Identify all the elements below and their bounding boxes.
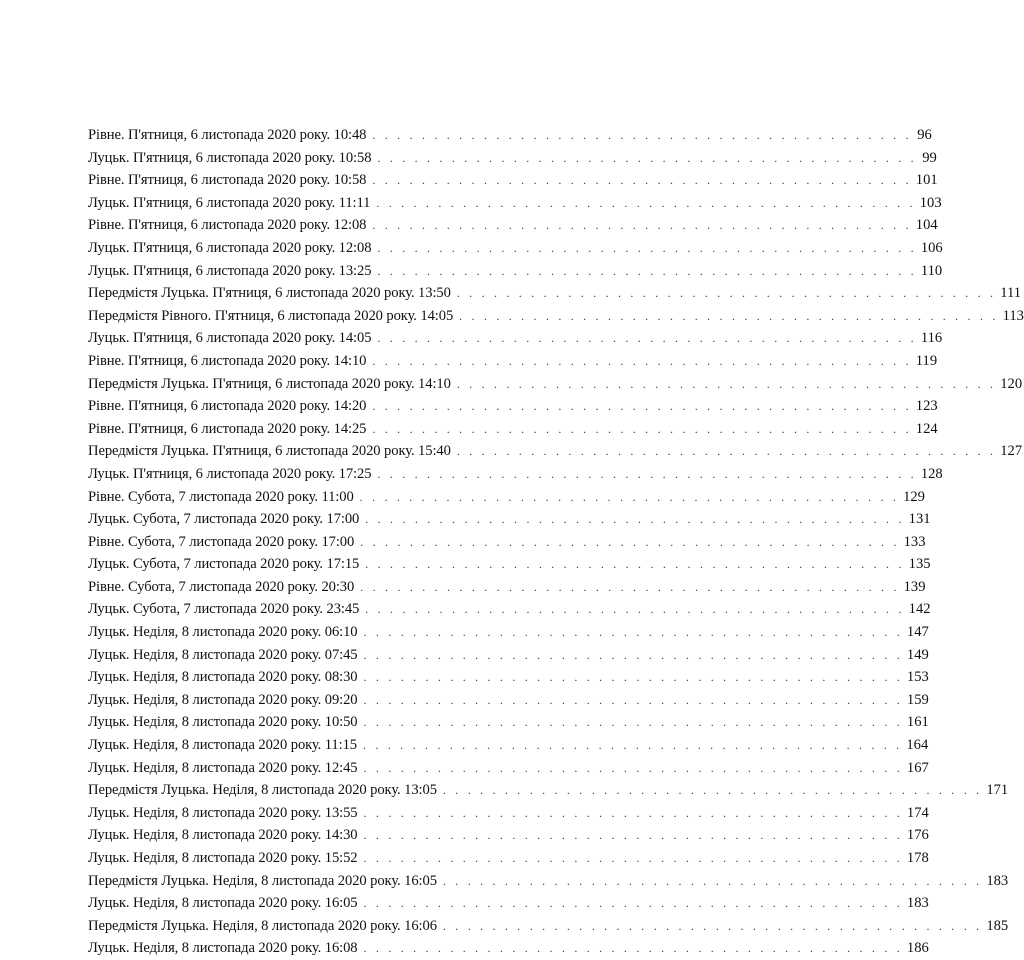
toc-entry-page: 99	[922, 149, 937, 166]
toc-entry-title: Рівне. П'ятниця, 6 листопада 2020 року. 10:48	[88, 127, 367, 143]
toc-entry-page: 127	[1000, 443, 1023, 460]
toc-entry	[88, 373, 1023, 396]
toc-entry	[88, 892, 929, 915]
dot-leader: . . . . . . . . . . . . . . . . . . . . . . . . . . . . . . . . . . . . . . . . . . . .	[372, 173, 912, 188]
toc-entry	[88, 689, 929, 712]
toc-entry-title: Луцьк. Неділя, 8 листопада 2020 року. 12:45	[88, 759, 358, 776]
dot-leader: . . . . . . . . . . . . . . . . . . . . . . . . . . . . . . . . . . . . . . . . . . . .	[363, 828, 903, 843]
dot-leader: . . . . . . . . . . . . . . . . . . . . . . . . . . . . . . . . . . . . . . . . . . . .	[442, 918, 983, 933]
dot-leader: . . . . . . . . . . . . . . . . . . . . . . . . . . . . . . . . . . . . . . . . . . . .	[365, 602, 905, 617]
toc-entry	[88, 576, 926, 599]
toc-entry-page: 176	[906, 827, 929, 844]
toc-entry-page: 147	[906, 624, 929, 641]
toc-entry-page: 135	[908, 556, 931, 573]
toc-entry-title: Луцьк. Субота, 7 листопада 2020 року. 17:15	[88, 556, 360, 573]
dot-leader: . . . . . . . . . . . . . . . . . . . . . . . . . . . . . . . . . . . . . . . . . . . .	[363, 692, 903, 707]
toc-entry	[88, 237, 943, 260]
dot-leader: . . . . . . . . . . . . . . . . . . . . . . . . . . . . . . . . . . . . . . . . . . . .	[442, 873, 983, 888]
toc-entry-page: 129	[903, 488, 925, 505]
toc-entry-page: 161	[906, 714, 929, 731]
toc-entry	[88, 870, 1009, 893]
toc-entry	[88, 531, 926, 554]
dot-leader: . . . . . . . . . . . . . . . . . . . . . . . . . . . . . . . . . . . . . . . . . . . .	[456, 444, 997, 459]
toc-entry	[88, 305, 1024, 328]
toc-entry-title: Луцьк. Неділя, 8 листопада 2020 року. 10:50	[88, 714, 358, 731]
dot-leader: . . . . . . . . . . . . . . . . . . . . . . . . . . . . . . . . . . . . . . . . . . . .	[372, 353, 912, 368]
toc-entry	[88, 395, 938, 418]
toc-entry-page: 103	[919, 194, 942, 211]
toc-entry-page: 110	[920, 262, 943, 279]
toc-entry	[88, 734, 929, 757]
dot-leader: . . . . . . . . . . . . . . . . . . . . . . . . . . . . . . . . . . . . . . . . . . . .	[377, 466, 917, 481]
toc-entry-title: Рівне. П'ятниця, 6 листопада 2020 року. 14:25	[88, 420, 367, 437]
dot-leader: . . . . . . . . . . . . . . . . . . . . . . . . . . . . . . . . . . . . . . . . . . . .	[365, 557, 905, 572]
dot-leader: . . . . . . . . . . . . . . . . . . . . . . . . . . . . . . . . . . . . . . . . . . . .	[377, 263, 917, 278]
dot-leader: . . . . . . . . . . . . . . . . . . . . . . . . . . . . . . . . . . . . . . . . . . . .	[372, 218, 912, 233]
toc-entry	[88, 598, 931, 621]
toc-entry	[88, 824, 929, 847]
dot-leader: . . . . . . . . . . . . . . . . . . . . . . . . . . . . . . . . . . . . . . . . . . . .	[456, 286, 997, 301]
toc-entry	[88, 644, 929, 667]
toc-entry	[88, 192, 942, 215]
toc-entry-title: Рівне. Субота, 7 листопада 2020 року. 17:00	[88, 533, 355, 550]
dot-leader: . . . . . . . . . . . . . . . . . . . . . . . . . . . . . . . . . . . . . . . . . . . .	[372, 399, 912, 414]
toc-entry-title: Луцьк. П'ятниця, 6 листопада 2020 року. 14:05	[88, 330, 372, 347]
toc-entry-title: Луцьк. Неділя, 8 листопада 2020 року. 15:52	[88, 850, 358, 866]
dot-leader: . . . . . . . . . . . . . . . . . . . . . . . . . . . . . . . . . . . . . . . . . . . .	[372, 128, 912, 142]
dot-leader: . . . . . . . . . . . . . . . . . . . . . . . . . . . . . . . . . . . . . . . . . . . .	[363, 647, 903, 662]
toc-entry-title: Луцьк. Субота, 7 листопада 2020 року. 17:00	[88, 511, 360, 528]
dot-leader: . . . . . . . . . . . . . . . . . . . . . . . . . . . . . . . . . . . . . . . . . . . .	[365, 512, 905, 527]
toc-entry-title: Передмістя Луцька. П'ятниця, 6 листопада 2020 року. 13:50	[88, 285, 451, 302]
dot-leader: . . . . . . . . . . . . . . . . . . . . . . . . . . . . . . . . . . . . . . . . . . . .	[456, 376, 997, 391]
toc-entry	[88, 282, 1022, 305]
toc-entry-title: Луцьк. Неділя, 8 листопада 2020 року. 13:55	[88, 804, 358, 821]
toc-entry	[88, 147, 937, 170]
toc-entry-page: 120	[1000, 375, 1023, 392]
toc-entry	[88, 260, 943, 283]
dot-leader: . . . . . . . . . . . . . . . . . . . . . . . . . . . . . . . . . . . . . . . . . . . .	[363, 896, 903, 911]
toc-entry-page: 111	[1000, 285, 1022, 302]
toc-entry-page: 133	[903, 533, 926, 550]
toc-entry	[88, 802, 929, 825]
toc-entry	[88, 124, 932, 147]
toc-entry-title: Луцьк. Неділя, 8 листопада 2020 року. 07:45	[88, 646, 358, 663]
toc-entry	[88, 350, 938, 373]
dot-leader: . . . . . . . . . . . . . . . . . . . . . . . . . . . . . . . . . . . . . . . . . . . .	[363, 851, 903, 865]
dot-leader: . . . . . . . . . . . . . . . . . . . . . . . . . . . . . . . . . . . . . . . . . . . .	[362, 738, 903, 753]
dot-leader: . . . . . . . . . . . . . . . . . . . . . . . . . . . . . . . . . . . . . . . . . . . .	[359, 489, 900, 504]
toc-entry-page: 128	[920, 465, 943, 482]
toc-entry-title: Передмістя Рівного. П'ятниця, 6 листопада 2020 року. 14:05	[88, 307, 454, 324]
toc-entry-title: Луцьк. П'ятниця, 6 листопада 2020 року. 10:58	[88, 149, 372, 166]
toc-entry-title: Передмістя Луцька. П'ятниця, 6 листопада 2020 року. 15:40	[88, 443, 451, 460]
dot-leader: . . . . . . . . . . . . . . . . . . . . . . . . . . . . . . . . . . . . . . . . . . . .	[363, 805, 903, 820]
toc-entry	[88, 463, 943, 486]
toc-entry	[88, 169, 938, 192]
toc-entry-title: Рівне. П'ятниця, 6 листопада 2020 року. 14:10	[88, 352, 367, 369]
toc-entry-title: Луцьк. Субота, 7 листопада 2020 року. 23:45	[88, 601, 360, 618]
toc-entry-title: Луцьк. Неділя, 8 листопада 2020 року. 11:15	[88, 737, 357, 754]
toc-entry-page: 96	[917, 127, 932, 143]
toc-entry-title: Луцьк. П'ятниця, 6 листопада 2020 року. 11:11	[88, 194, 371, 211]
dot-leader: . . . . . . . . . . . . . . . . . . . . . . . . . . . . . . . . . . . . . . . . . . . .	[459, 308, 999, 323]
toc-entry	[88, 418, 938, 441]
dot-leader: . . . . . . . . . . . . . . . . . . . . . . . . . . . . . . . . . . . . . . . . . . . .	[363, 670, 903, 685]
dot-leader: . . . . . . . . . . . . . . . . . . . . . . . . . . . . . . . . . . . . . . . . . . . .	[360, 534, 900, 549]
dot-leader: . . . . . . . . . . . . . . . . . . . . . . . . . . . . . . . . . . . . . . . . . . . .	[363, 760, 903, 775]
toc-entry-page: 174	[906, 804, 929, 821]
toc-entry-page: 119	[915, 352, 938, 369]
toc-entry-page: 106	[920, 239, 943, 256]
toc-entry-title: Передмістя Луцька. Неділя, 8 листопада 2020 року. 13:05	[88, 782, 437, 799]
toc-entry-title: Передмістя Луцька. Неділя, 8 листопада 2020 року. 16:06	[88, 917, 437, 934]
dot-leader: . . . . . . . . . . . . . . . . . . . . . . . . . . . . . . . . . . . . . . . . . . . .	[377, 150, 917, 165]
toc-entry-title: Передмістя Луцька. П'ятниця, 6 листопада 2020 року. 14:10	[88, 375, 451, 392]
toc-entry-page: 183	[906, 895, 929, 912]
toc-entry-page: 159	[906, 691, 929, 708]
toc-entry	[88, 508, 931, 531]
toc-entry	[88, 711, 929, 734]
toc-entry-title: Луцьк. Неділя, 8 листопада 2020 року. 14:30	[88, 827, 358, 844]
toc-entry-title: Луцьк. Неділя, 8 листопада 2020 року. 16:05	[88, 895, 358, 912]
toc-entry-page: 171	[986, 782, 1009, 799]
toc-entry-page: 186	[906, 940, 929, 957]
toc-entry-title: Луцьк. П'ятниця, 6 листопада 2020 року. 17:25	[88, 465, 372, 482]
dot-leader: . . . . . . . . . . . . . . . . . . . . . . . . . . . . . . . . . . . . . . . . . . . .	[377, 240, 917, 255]
toc-entry	[88, 214, 938, 237]
toc-entry	[88, 666, 929, 689]
toc-entry	[88, 937, 929, 960]
toc-entry-page: 139	[903, 578, 926, 595]
toc-entry	[88, 779, 1009, 802]
toc-entry-page: 164	[906, 737, 929, 754]
toc-entry	[88, 553, 931, 576]
toc-entry-title: Рівне. П'ятниця, 6 листопада 2020 року. 10:58	[88, 172, 367, 189]
toc-entry-title: Рівне. П'ятниця, 6 листопада 2020 року. 12:08	[88, 217, 367, 234]
table-of-contents	[88, 124, 1024, 960]
toc-entry-page: 101	[915, 172, 938, 189]
toc-entry-page: 167	[906, 759, 929, 776]
dot-leader: . . . . . . . . . . . . . . . . . . . . . . . . . . . . . . . . . . . . . . . . . . . .	[363, 715, 903, 730]
toc-entry	[88, 847, 929, 870]
dot-leader: . . . . . . . . . . . . . . . . . . . . . . . . . . . . . . . . . . . . . . . . . . . .	[372, 421, 912, 436]
toc-entry-page: 104	[915, 217, 938, 234]
toc-entry-page: 185	[986, 917, 1009, 934]
toc-entry-title: Луцьк. Неділя, 8 листопада 2020 року. 09:20	[88, 691, 358, 708]
dot-leader: . . . . . . . . . . . . . . . . . . . . . . . . . . . . . . . . . . . . . . . . . . . .	[363, 625, 903, 640]
toc-entry-title: Передмістя Луцька. Неділя, 8 листопада 2020 року. 16:05	[88, 872, 437, 889]
toc-entry-title: Луцьк. Неділя, 8 листопада 2020 року. 08:30	[88, 669, 358, 686]
toc-entry-page: 153	[906, 669, 929, 686]
toc-entry	[88, 486, 925, 509]
toc-entry-page: 178	[906, 850, 929, 866]
toc-entry	[88, 440, 1023, 463]
toc-entry-page: 131	[908, 511, 931, 528]
toc-entry-title: Луцьк. Неділя, 8 листопада 2020 року. 16:08	[88, 940, 358, 957]
toc-entry	[88, 621, 929, 644]
dot-leader: . . . . . . . . . . . . . . . . . . . . . . . . . . . . . . . . . . . . . . . . . . . .	[377, 331, 917, 346]
dot-leader: . . . . . . . . . . . . . . . . . . . . . . . . . . . . . . . . . . . . . . . . . . . .	[376, 195, 916, 210]
toc-entry-page: 183	[986, 872, 1009, 889]
toc-entry	[88, 915, 1009, 938]
toc-entry-title: Луцьк. П'ятниця, 6 листопада 2020 року. 13:25	[88, 262, 372, 279]
toc-entry-page: 116	[920, 330, 943, 347]
toc-entry-title: Луцьк. Неділя, 8 листопада 2020 року. 06:10	[88, 624, 358, 641]
toc-entry-page: 149	[906, 646, 929, 663]
toc-entry-title: Рівне. Субота, 7 листопада 2020 року. 20:30	[88, 578, 355, 595]
toc-entry-title: Рівне. П'ятниця, 6 листопада 2020 року. 14:20	[88, 398, 367, 415]
toc-entry	[88, 327, 943, 350]
dot-leader: . . . . . . . . . . . . . . . . . . . . . . . . . . . . . . . . . . . . . . . . . . . .	[442, 783, 983, 798]
toc-entry-title: Рівне. Субота, 7 листопада 2020 року. 11:00	[88, 488, 354, 505]
toc-entry-page: 113	[1002, 307, 1024, 324]
toc-entry-page: 124	[915, 420, 938, 437]
dot-leader: . . . . . . . . . . . . . . . . . . . . . . . . . . . . . . . . . . . . . . . . . . . .	[360, 579, 900, 594]
dot-leader: . . . . . . . . . . . . . . . . . . . . . . . . . . . . . . . . . . . . . . . . . . . .	[363, 941, 903, 956]
toc-entry-title: Луцьк. П'ятниця, 6 листопада 2020 року. 12:08	[88, 239, 372, 256]
toc-entry	[88, 757, 929, 780]
toc-entry-page: 123	[915, 398, 938, 415]
toc-entry-page: 142	[908, 601, 931, 618]
